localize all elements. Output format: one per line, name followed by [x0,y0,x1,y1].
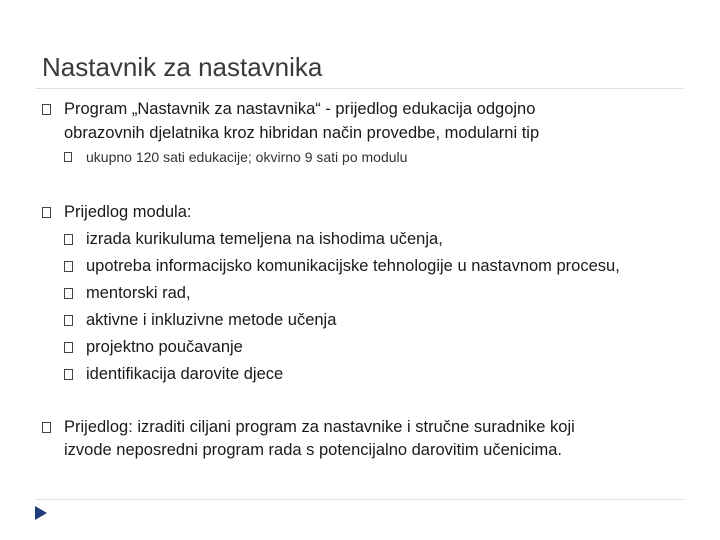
page-title: Nastavnik za nastavnika [42,52,323,82]
sub-bullet-item: ukupno 120 sati edukacije; okvirno 9 sati po modulu [86,149,408,165]
square-box-icon [42,104,51,115]
square-box-icon [64,288,73,299]
module-item: upotreba informacijsko komunikacijske tehnologije u nastavnom procesu, [86,257,620,275]
bullet-3-line-2: izvode neposredni program rada s potencijalno darovitim učenicima. [64,441,563,459]
square-box-icon [42,207,51,218]
square-box-icon [42,422,51,433]
footer-divider [36,499,684,500]
bullet-1-line-1: Program „Nastavnik za nastavnika“ - prijedlog edukacija odgojno [64,100,536,118]
square-box-icon [64,315,73,326]
module-item: izrada kurikuluma temeljena na ishodima učenja, [86,230,443,248]
square-box-icon [64,342,73,353]
square-box-icon [64,152,72,162]
module-item: identifikacija darovite djece [86,365,284,383]
square-box-icon [64,369,73,380]
module-item: projektno poučavanje [86,338,243,356]
square-box-icon [64,261,73,272]
module-item: mentorski rad, [86,284,191,302]
square-box-icon [64,234,73,245]
bullet-1-line-2: obrazovnih djelatnika kroz hibridan način provedbe, modularni tip [64,124,540,142]
slide-nav-arrow-icon[interactable] [34,505,48,521]
bullet-3-line-1: Prijedlog: izraditi ciljani program za nastavnike i stručne suradnike koji [64,418,575,436]
bullet-2-line-1: Prijedlog modula: [64,203,192,221]
module-item: aktivne i inkluzivne metode učenja [86,311,337,329]
title-divider [36,88,684,89]
